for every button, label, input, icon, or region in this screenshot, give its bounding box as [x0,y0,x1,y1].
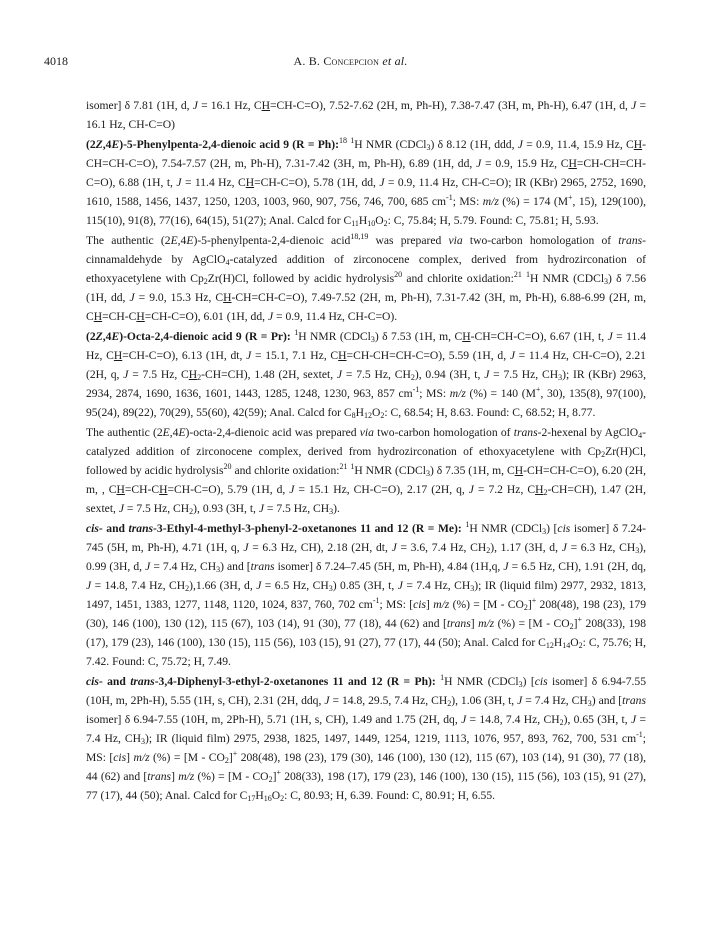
running-head [44,54,657,69]
article-body [86,96,646,806]
paragraph-diphenyl-ethyl-oxetanones: cis- and trans-3,4-Diphenyl-3-ethyl-2-oxetanones 11 and 12 (R = Ph): $^1$H NMR (CDCl$_3$) [cis isomer] δ 6.94-7.55 (10H, m, 2Ph-H), 5.55 (1H, s, CH), 2.31 (2H, ddq, J = 14.8, 29.5, 7.4 Hz, $CH_2$), 1.06 (3H, t, J = 7.4 Hz, $CH_3$) and [trans isomer] δ 6.94-7.55 (10H, m, 2Ph-H), 5.71 (1H, s, CH), 1.49 and 1.75 (2H, dq, J = 14.8, 7.4 Hz, $CH_2$), 0.65 (3H, t, J = 7.4 Hz, $CH_3$); IR (liquid film) 2975, 2938, 1825, 1497, 1449, 1254, 1219, 1113, 1076, 957, 893, 762, 700, 531 $cm^{-1}$; MS: [cis] m/z (%) = $[M - CO_2]^+$ 208(48), 198 (23), 179 (30), 146 (100), 130 (12), 115 (67), 103 (14), 91 (30), 77 (18), 44 (62) and [trans] m/z (%) = $[M - CO_2]^+$ 208(33), 198 (17), 179 (23), 146 (100), 130 (15), 115 (56), 103 (15), 91 (27), 77 (17), 44 (50); Anal. Calcd for $C_{17}H_{16}O_2$: C, 80.93; H, 6.39. Found: C, 80.91; H, 6.55. [86,673,647,803]
paragraph-ethyl-methyl-oxetanones: cis- and trans-3-Ethyl-4-methyl-3-phenyl-2-oxetanones 11 and 12 (R = Me): $^1$H NMR (CDCl$_3$) [cis isomer] δ 7.24-745 (5H, m, Ph-H), 4.71 (1H, q, J = 6.3 Hz, CH), 2.18 (2H, dt, J = 3.6, 7.4 Hz, $CH_2$), 1.17 (3H, d, J = 6.3 Hz, $CH_3$), 0.99 (3H, d, J = 7.4 Hz, $CH_3$) and [trans isomer] δ 7.24–7.45 (5H, m, Ph-H), 4.84 (1H,q, J = 6.5 Hz, CH), 1.91 (2H, dq, J = 14.8, 7.4 Hz, $CH_2),1.66$ (3H, d, J = 6.5 Hz, $CH_3$) 0.85 (3H, t, J = 7.4 Hz, $CH_3$); IR (liquid film) 2977, 2932, 1813, 1497, 1451, 1383, 1277, 1148, 1120, 1024, 837, 760, 702 $cm^{-1}$; MS: [cis] m/z (%) = $[M - CO_2]^+$ 208(48), 198 (23), 179 (30), 146 (100), 130 (12), 115 (67), 103 (14), 91 (30), 77 (18), 44 (62) and [trans] m/z (%) = $[M - CO_2]^+$ 208(33), 198 (17), 179 (23), 146 (100), 130 (15), 115 (56), 103 (15), 91 (27), 77 (17), 44 (50); Anal. Calcd for $C_{12}H_{14}O_2$: C, 75.76; H, 7.42. Found: C, 75.72; H, 7.49. [86,520,647,668]
paragraph-isomer-continuation: isomer] δ 7.81 (1H, d, J = 16.1 Hz, CH=CH-C=O), 7.52-7.62 (2H, m, Ph-H), 7.38-7.47 (3H, m, Ph-H), 6.47 (1H, d, J = 16.1 Hz, CH-C=O) [86,99,646,131]
running-head-author-surname: Concepcion [323,54,380,68]
paragraph-phenylpentadienoic-acid: (2Z,4E)-5-Phenylpenta-2,4-dienoic acid 9 (R = Ph):$^{18}$ $^1$H NMR (CDCl$_3$) δ 8.12 (1H, ddd, J = 0.9, 11.4, 15.9 Hz, CH-CH=CH-C=O), 7.54-7.57 (2H, m, Ph-H), 7.31-7.42 (3H, m, Ph-H), 6.89 (1H, dd, J = 0.9, 15.9 Hz, CH=CH-CH=CH-C=O), 6.88 (1H, t, J = 11.4 Hz, CH=CH-C=O), 5.78 (1H, dd, J = 0.9, 11.4 Hz, CH-C=O); IR (KBr) 2965, 2752, 1690, 1610, 1588, 1456, 1437, 1250, 1203, 1003, 960, 907, 756, 746, 700, 685 $cm^{-1}$; MS: m/z (%) = 174 (M+, 15), 129(100), 115(10), 91(8), 77(16), 64(15), 51(27); Anal. Calcd for $C_{11}H_{10}O_2$: C, 75.84; H, 5.79. Found: C, 75.81; H, 5.93. [86,136,647,228]
paragraph-authentic-octadienoic: The authentic (2E,4E)-octa-2,4-dienoic acid was prepared via two-carbon homologation of trans-2-hexenal by AgClO$_4$-catalyzed addition of zirconocene complex, derived from hydrozirconation of ethoxyacetylene with $Cp_2Zr(H)Cl$, followed by acidic hydrolysis$^{20}$ and chlorite oxidation:$^{21}$ $^1$H NMR (CDCl$_3$) δ 7.35 (1H, m, CH-CH=CH-C=O), 6.20 (2H, m, , CH=CH-CH=CH-C=O), 5.79 (1H, d, J = 15.1 Hz, CH-C=O), 2.17 (2H, q, J = 7.2 Hz, $CH_2-CH=CH$), 1.47 (2H, sextet, J = 7.5 Hz, $CH_2$), 0.93 (3H, t, J = 7.5 Hz, $CH_3$). [86,426,647,516]
paragraph-octadienoic-acid: (2Z,4E)-Octa-2,4-dienoic acid 9 (R = Pr): $^1$H NMR (CDCl$_3$) δ 7.53 (1H, m, CH-CH=CH-C=O), 6.67 (1H, t, J = 11.4 Hz, CH=CH-C=O), 6.13 (1H, dt, J = 15.1, 7.1 Hz, CH=CH-CH=CH-C=O), 5.59 (1H, d, J = 11.4 Hz, CH-C=O), 2.21 (2H, q, J = 7.5 Hz, $CH_2-CH=CH$), 1.48 (2H, sextet, J = 7.5 Hz, $CH_2$), 0.94 (3H, t, J = 7.5 Hz, $CH_3$); IR (KBr) 2963, 2934, 2874, 1690, 1636, 1601, 1443, 1285, 1248, 1230, 963, 857 $cm^{-1}$; MS: m/z (%) = 140 (M+, 30), 135(8), 97(100), 95(24), 89(22), 70(29), 55(60), 42(59); Anal. Calcd for $C_8H_{12}O_2$: C, 68.54; H, 8.63. Found: C, 68.52; H, 8.77. [86,328,647,420]
running-head-et-al: et al. [379,54,408,68]
page-number: 4018 [44,54,68,68]
paragraph-authentic-phenylpentadienoic: The authentic (2E,4E)-5-phenylpenta-2,4-dienoic acid$^{18,19}$ was prepared via two-carbon homologation of trans-cinnamaldehyde by AgClO$_4$-catalyzed addition of zirconocene complex, derived from hydrozirconation of ethoxyacetylene with $Cp_2Zr(H)Cl$, followed by acidic hydrolysis$^{20}$ and chlorite oxidation:$^{21}$ $^1$H NMR (CDCl$_3$) δ 7.56 (1H, dd, J = 9.0, 15.3 Hz, CH-CH=CH-C=O), 7.49-7.52 (2H, m, Ph-H), 7.31-7.42 (3H, m, Ph-H), 6.88-6.99 (2H, m, CH=CH-CH=CH-C=O), 6.01 (1H, dd, J = 0.9, 11.4 Hz, CH-C=O). [86,232,647,323]
page-header [44,54,657,70]
running-head-authors-initials: A. B. [293,54,324,68]
